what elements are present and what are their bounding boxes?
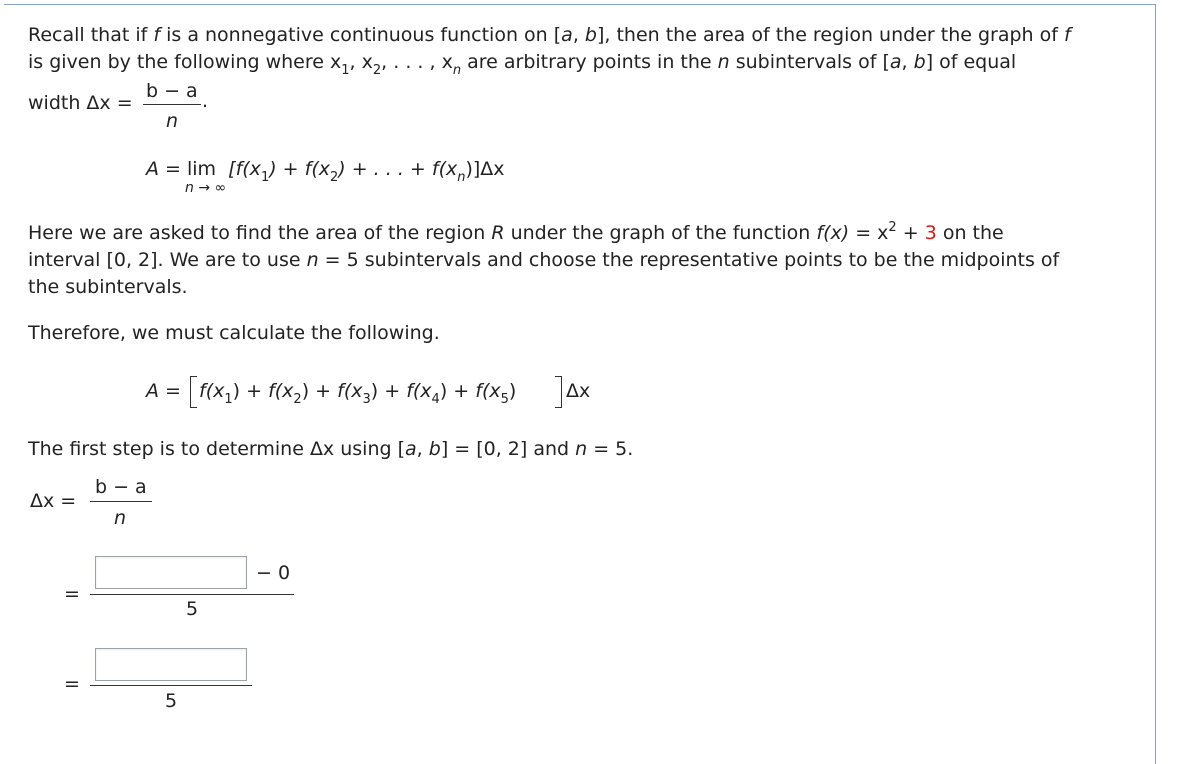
term: f(x — [199, 380, 225, 402]
var-n: n — [306, 249, 319, 271]
fraction-bar — [90, 594, 294, 595]
var-n: n — [717, 51, 730, 73]
text: ], then the area of the region under the graph of — [596, 24, 1064, 46]
var-n: n — [575, 438, 588, 460]
problem-line-2 — [28, 249, 1059, 271]
text: is a nonnegative continuous function on [ — [160, 24, 562, 46]
text: , . . . , — [381, 51, 442, 73]
fraction-bar — [90, 501, 152, 502]
var-a: a — [405, 438, 417, 460]
denominator-5: 5 — [186, 598, 199, 620]
subscript: 4 — [431, 392, 440, 407]
subscript: 3 — [362, 392, 371, 407]
plus: ) + — [232, 380, 269, 402]
var-a: a — [889, 51, 902, 73]
var-R: R — [491, 222, 505, 244]
var-b: b — [584, 24, 597, 46]
limit-subscript: n → ∞ — [185, 180, 227, 196]
simplified-numerator-input[interactable] — [95, 648, 247, 681]
var-b: b — [428, 438, 441, 460]
numerator-input[interactable] — [95, 556, 247, 589]
var-x: x — [361, 51, 373, 73]
text: Recall that if — [28, 24, 154, 46]
subscript: 5 — [500, 392, 509, 407]
fraction-bar — [143, 104, 201, 105]
intro-line-2 — [28, 51, 1017, 78]
plus: ) + — [370, 380, 407, 402]
subscript: 1 — [224, 392, 233, 407]
fraction-numerator: b − a — [146, 80, 198, 102]
text: subintervals of [ — [729, 51, 890, 73]
var-x: x — [441, 51, 453, 73]
minus-zero: − 0 — [256, 562, 291, 584]
text: on the — [936, 222, 1004, 244]
text: are arbitrary points in the — [461, 51, 718, 73]
intro-line-1 — [28, 24, 1071, 46]
var-b: b — [913, 51, 926, 73]
period: . — [202, 90, 209, 112]
subscript: 2 — [329, 170, 339, 185]
equals-sign: = — [64, 673, 80, 695]
text: = x — [849, 222, 889, 244]
text: , — [349, 51, 362, 73]
subscript: 1 — [260, 170, 270, 185]
fraction-bar — [90, 685, 252, 686]
text: = 5. — [587, 438, 634, 460]
delta-x-label: Δx = — [30, 490, 77, 512]
subscript: 1 — [341, 63, 350, 78]
text: ) + . . . + f(x — [338, 158, 458, 180]
text: Here we are asked to find the area of the region — [28, 222, 492, 244]
term: f(x — [268, 380, 294, 402]
text: ) — [508, 380, 517, 402]
subscript: 2 — [293, 392, 302, 407]
plus: ) + — [439, 380, 476, 402]
subscript: n — [457, 170, 466, 185]
text: )]Δx — [465, 158, 505, 180]
plus: ) + — [301, 380, 338, 402]
highlighted-constant: 3 — [924, 222, 937, 244]
function-fx: f(x) — [816, 222, 850, 244]
left-bracket — [190, 376, 197, 408]
lim-text: lim — [187, 158, 217, 180]
exponent: 2 — [888, 220, 897, 235]
text: , — [572, 24, 585, 46]
subscript: 2 — [372, 63, 382, 78]
text: interval [0, 2]. We are to use — [28, 249, 307, 271]
problem-line-1 — [28, 222, 1004, 244]
text: ] of equal — [925, 51, 1017, 73]
therefore-text: Therefore, we must calculate the following. — [28, 322, 440, 344]
var-f: f — [153, 24, 161, 46]
term: f(x — [406, 380, 432, 402]
text: ) + f(x — [269, 158, 330, 180]
term: f(x — [475, 380, 501, 402]
text: [f(x — [228, 158, 261, 180]
text: A = — [146, 158, 187, 180]
term: f(x — [337, 380, 363, 402]
subscript: n — [452, 63, 462, 78]
text: The first step is to determine Δx using [ — [28, 438, 405, 460]
fraction-denominator: n — [114, 507, 127, 529]
first-step-text — [28, 438, 633, 460]
text: under the graph of the function — [504, 222, 817, 244]
var-f: f — [1063, 24, 1071, 46]
text: + — [896, 222, 925, 244]
text: ] = [0, 2] and — [440, 438, 576, 460]
delta-x: Δx — [566, 380, 591, 402]
denominator-5: 5 — [165, 690, 178, 712]
var-x: x — [330, 51, 342, 73]
text: = 5 subintervals and choose the representative points to be the midpoints of — [318, 249, 1060, 271]
equals-sign: = — [64, 583, 80, 605]
sum-lhs: A = — [146, 380, 181, 402]
text: is given by the following where — [28, 51, 330, 73]
var-a: a — [561, 24, 573, 46]
right-bracket — [555, 376, 562, 408]
problem-line-3: the subintervals. — [28, 276, 188, 298]
area-limit-formula — [146, 158, 505, 185]
sum-terms — [199, 380, 517, 407]
fraction-denominator: n — [166, 110, 179, 132]
text: , — [416, 438, 429, 460]
text: , — [901, 51, 914, 73]
fraction-numerator: b − a — [95, 476, 147, 498]
width-label: width Δx = — [28, 92, 133, 114]
